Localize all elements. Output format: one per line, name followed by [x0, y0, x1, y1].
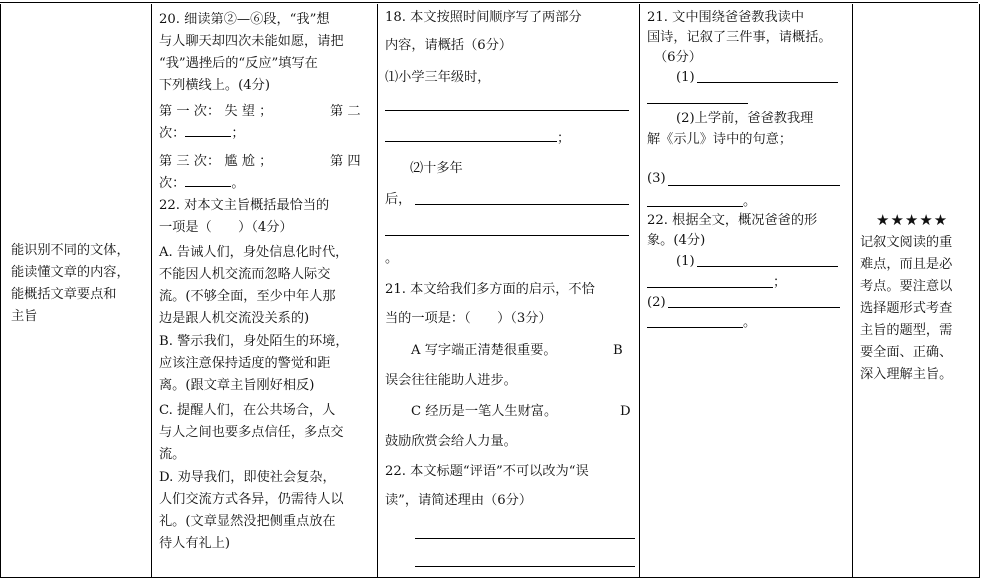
q21-poem-p1-label: (1)	[676, 70, 695, 85]
note-line: 考点。要注意以	[860, 279, 953, 294]
q21-stem: 21. 本文给我们多方面的启示，不恰	[385, 282, 595, 297]
q20-fourth-label: 第 四	[330, 154, 361, 169]
q22-dad-p1-end: ；	[773, 275, 787, 290]
q22-stem: 一项是（ ）（4分）	[159, 220, 293, 235]
q22-answer-line-1[interactable]	[415, 538, 635, 539]
option-d: 人们交流方式各异，仍需待人以	[159, 492, 344, 507]
q21-poem-p3-line-2[interactable]	[647, 206, 743, 207]
objective-line: 能概括文章要点和	[11, 287, 117, 302]
objective-line: 主旨	[11, 309, 38, 324]
q20-stem: 与人聊天却四次未能如愿，请把	[159, 34, 344, 49]
q21-poem-p1-line-1[interactable]	[697, 82, 838, 83]
q20-stem: “我”遇挫后的“反应”填写在	[159, 56, 318, 71]
objective-line: 能识别不同的文体，	[11, 243, 130, 258]
q22-dad-p2-line-2[interactable]	[647, 327, 743, 328]
note-line: 难点，而且是必	[860, 257, 953, 272]
q21-poem-stem: （6分）	[654, 50, 702, 65]
note-line: 主旨的题型，需	[860, 323, 953, 338]
q21-option-b: 误会往往能助人进步。	[385, 373, 517, 388]
q21-poem-p3-line-1[interactable]	[668, 185, 840, 186]
q22-dad-p2-line-1[interactable]	[668, 307, 840, 308]
q22-dad-p2-end: 。	[743, 315, 757, 330]
option-c: 与人之间也要多点信任，多点交	[159, 425, 344, 440]
q21-poem-p3-label: (3)	[647, 171, 666, 186]
q22-dad-p1-line-2[interactable]	[647, 287, 773, 288]
q20-third-answer: 第 三 次： 尴 尬 ；	[159, 154, 273, 169]
note-line: 选择题形式考查	[860, 301, 953, 316]
q22-dad-p2-label: (2)	[647, 295, 666, 310]
q18-stem: 18. 本文按照时间顺序写了两部分	[385, 10, 582, 25]
q18-part2-end: 。	[385, 251, 399, 266]
q18-part1-end: ；	[557, 131, 571, 146]
q21-option-c: C 经历是一笔人生财富。	[411, 404, 558, 419]
q20-second-prefix: 次：	[159, 126, 186, 141]
option-c: C. 提醒人们，在公共场合，人	[159, 403, 336, 418]
q22-title-stem: 读”，请简述理由（6分）	[385, 493, 533, 508]
note-line: 深入理解主旨。	[860, 367, 953, 382]
q21-poem-stem: 国诗，记叙了三件事，请概括。	[647, 30, 832, 45]
q21-option-b-letter: B	[613, 343, 623, 358]
q18-part1-line-1[interactable]	[385, 110, 629, 111]
q21-stem: 当的一项是：（ ）（3分）	[385, 311, 552, 326]
q22-stem: 22. 对本文主旨概括最恰当的	[159, 198, 330, 213]
q20-second-line	[159, 124, 245, 144]
q21-option-a: A 写字端正清楚很重要。	[411, 343, 557, 358]
option-c: 流。	[159, 447, 186, 462]
q20-fourth-end: 。	[231, 176, 245, 191]
objective-column	[0, 4, 152, 577]
q20-second-blank[interactable]	[185, 136, 231, 137]
q22-answer-line-2[interactable]	[415, 566, 635, 567]
question-column-a	[152, 4, 378, 577]
question-column-c	[640, 4, 853, 577]
q20-first-answer: 第 一 次： 失 望 ；	[159, 104, 273, 119]
table-top-border	[0, 2, 978, 3]
q21-poem-p2: (2)上学前，爸爸教我理	[676, 111, 814, 126]
q20-stem: 下列横线上。(4分)	[159, 78, 270, 93]
difficulty-stars: ★★★★★	[876, 211, 949, 229]
note-line: 记叙文阅读的重	[860, 235, 953, 250]
option-d: 礼。(文章显然没把侧重点放在	[159, 514, 336, 529]
q18-stem: 内容，请概括（6分）	[385, 38, 513, 53]
option-a: 流。(不够全面，至少中年人那	[159, 289, 336, 304]
q20-second-label: 第 二	[330, 104, 361, 119]
q21-option-d-letter: D	[620, 404, 631, 419]
q18-part2-prefix: 后，	[385, 192, 412, 207]
option-b: 应该注意保持适度的警觉和距	[159, 356, 331, 371]
question-column-b	[378, 4, 640, 577]
q20-fourth-line	[159, 174, 245, 194]
q18-part2-label: ⑵十多年	[410, 161, 463, 176]
q20-second-end: ；	[231, 126, 245, 141]
option-d: 待人有礼上)	[159, 536, 231, 551]
option-a: A. 告诫人们，身处信息化时代，	[159, 245, 349, 260]
note-line: 要全面、正确、	[860, 345, 953, 360]
option-d: D. 劝导我们，即使社会复杂，	[159, 470, 336, 485]
q22-dad-p1-line-1[interactable]	[697, 266, 838, 267]
q21-poem-stem: 21. 文中围绕爸爸教我读中	[647, 10, 805, 25]
q21-option-d: 鼓励欣赏会给人力量。	[385, 434, 517, 449]
q21-poem-p3-end: 。	[743, 194, 757, 209]
q21-poem-p1-line-2[interactable]	[647, 103, 748, 104]
q18-part2-line-2[interactable]	[385, 235, 629, 236]
q18-part1-line-2[interactable]	[385, 141, 557, 142]
q22-dad-stem: 22. 根据全文，概况爸爸的形	[647, 213, 818, 228]
q22-dad-p1-label: (1)	[676, 254, 695, 269]
q22-title-stem: 22. 本文标题“评语”不可以改为“误	[385, 464, 589, 479]
q18-part2-line-1[interactable]	[415, 204, 629, 205]
objective-line: 能读懂文章的内容，	[11, 265, 130, 280]
q21-poem-p2: 解《示儿》诗中的句意；	[647, 132, 793, 147]
q22-dad-stem: 象。(4分)	[647, 233, 706, 248]
q20-stem: 20. 细读第②—⑥段，“我”想	[159, 12, 330, 27]
option-a: 边是跟人机交流没关系的)	[159, 311, 310, 326]
option-b: B. 警示我们，身处陌生的环境，	[159, 334, 349, 349]
q18-part1-label: ⑴小学三年级时，	[385, 70, 491, 85]
option-a: 不能因人机交流而忽略人际交	[159, 267, 331, 282]
q20-fourth-prefix: 次：	[159, 176, 186, 191]
table-bottom-border	[0, 577, 980, 578]
difficulty-column	[853, 4, 980, 577]
option-b: 离。(跟文章主旨刚好相反)	[159, 378, 315, 393]
q20-fourth-blank[interactable]	[185, 186, 231, 187]
